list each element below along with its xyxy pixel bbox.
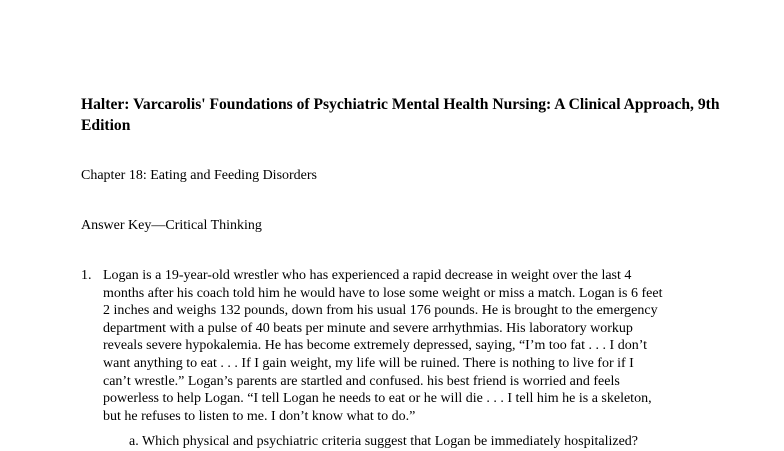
- question-line: powerless to help Logan. “I tell Logan he needs to eat or he will die . . . I tell him he is a skeleton,: [103, 391, 652, 407]
- question-text: [103, 267, 663, 425]
- question-line: but he refuses to listen to me. I don’t know what to do.”: [103, 408, 416, 424]
- sub-question: a. Which physical and psychiatric criteria suggest that Logan be immediately hospitalized?: [129, 434, 639, 449]
- question-line: can’t wrestle.” Logan’s parents are startled and confused. his best friend is worried and feels: [103, 373, 620, 389]
- question-line: Logan is a 19-year-old wrestler who has experienced a rapid decrease in weight over the last 4: [103, 268, 632, 283]
- question-line: months after his coach told him he would have to lose some weight or miss a match. Logan is 6 feet: [103, 285, 663, 301]
- section-heading: Answer Key—Critical Thinking: [81, 218, 262, 233]
- document-title: Halter: Varcarolis' Foundations of Psychiatric Mental Health Nursing: A Clinical Approach, 9th Edition: [81, 96, 720, 134]
- chapter-heading: Chapter 18: Eating and Feeding Disorders: [81, 168, 318, 183]
- question-number: 1.: [81, 268, 92, 283]
- question-line: want anything to eat . . . If I gain weight, my life will be ruined. There is nothing to live for if I: [103, 355, 634, 371]
- question-line: reveals severe hypokalemia. He has become extremely depressed, saying, “I’m too fat . . . I don’t: [103, 338, 647, 354]
- question-line: department with a pulse of 40 beats per minute and severe arrhythmias. His laboratory workup: [103, 320, 633, 336]
- question-line: 2 inches and weighs 132 pounds, down from his usual 176 pounds. He is brought to the emergency: [103, 303, 658, 319]
